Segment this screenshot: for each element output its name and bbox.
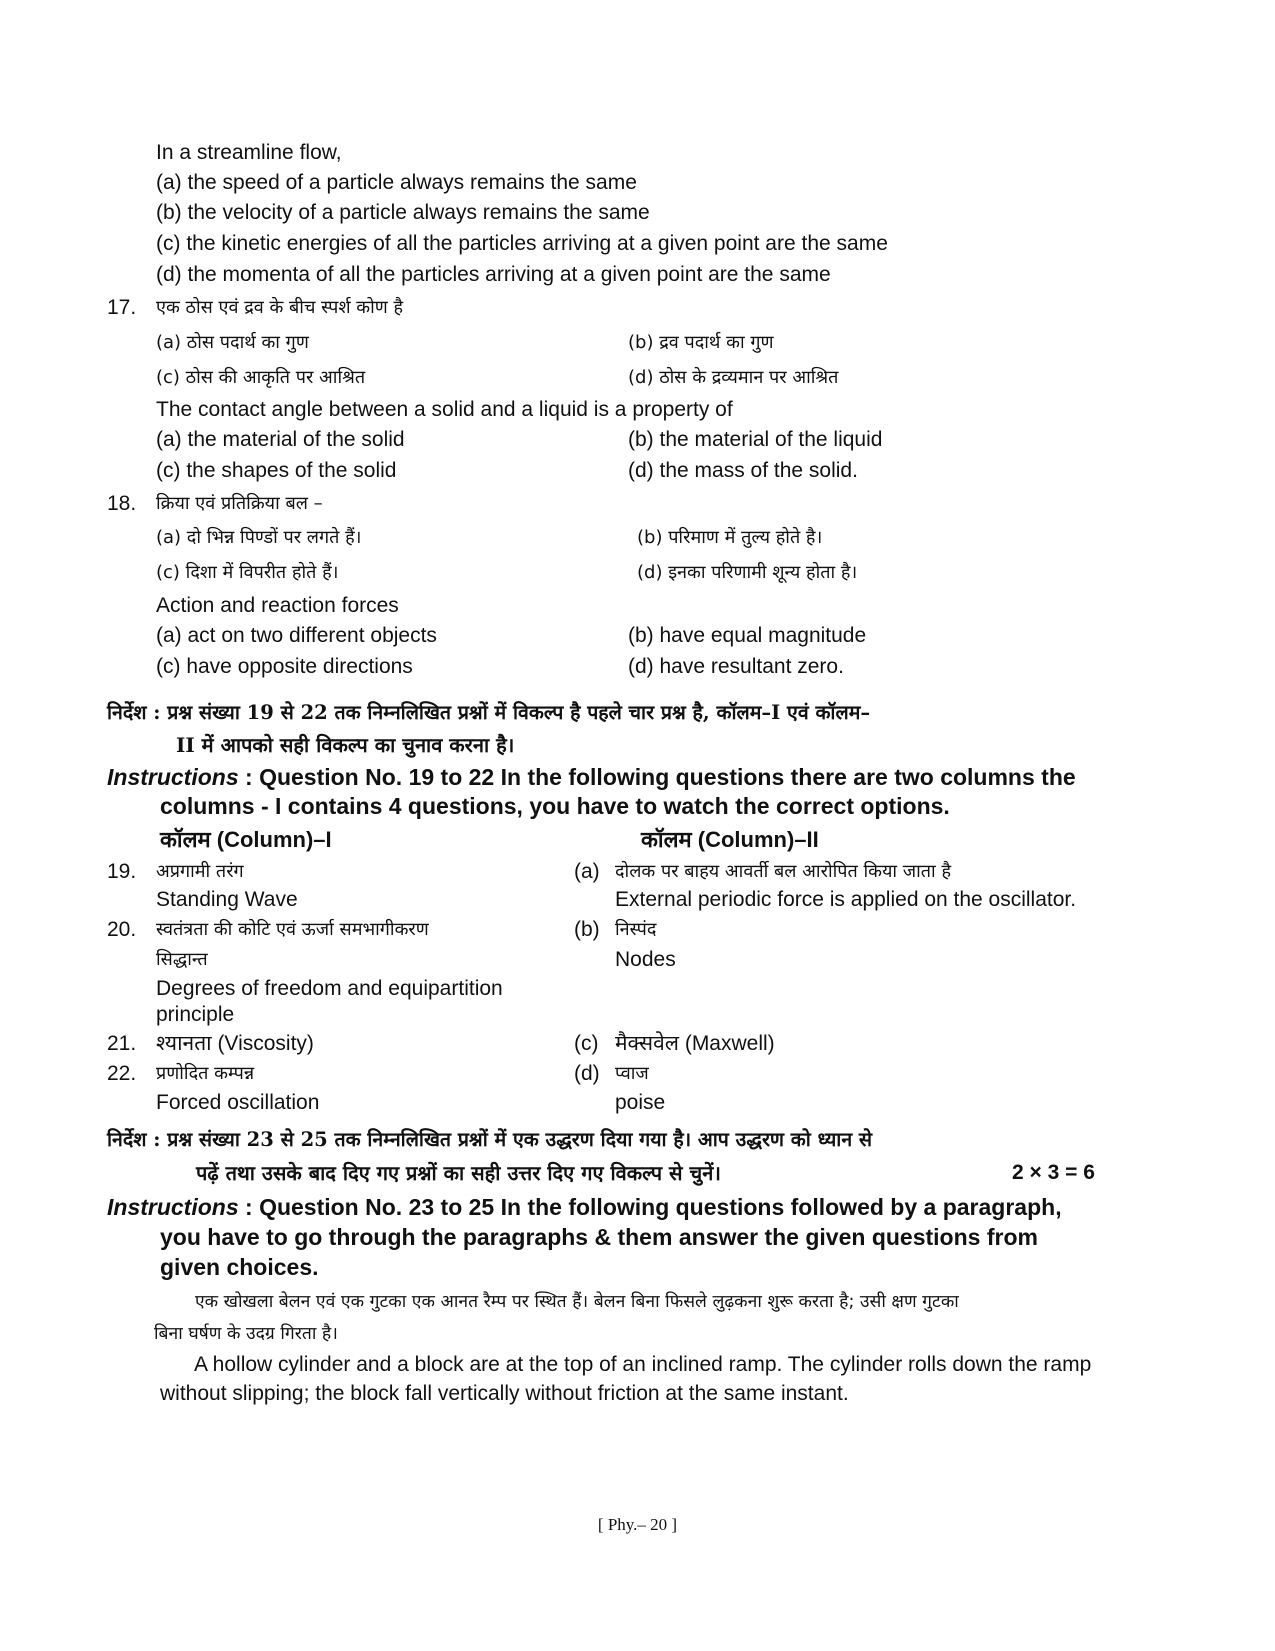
q17-english-option-a: (a) the material of the solid — [156, 428, 405, 451]
q16-stem: In a streamline flow, — [156, 141, 342, 164]
directive-2-line-2: पढ़ें तथा उसके बाद दिए गए प्रश्नों का सही उत्तर दिए गए विकल्प से चुनें। — [196, 1161, 721, 1185]
instructions-2-text: : Question No. 23 to 25 In the following questions followed by a paragraph, — [238, 1194, 1062, 1220]
instructions-2-line-2: you have to go through the paragraphs & them answer the given questions from — [160, 1224, 1038, 1250]
passage-english-line-1: A hollow cylinder and a block are at the top of an inclined ramp. The cylinder rolls down the ramp — [194, 1353, 1092, 1376]
directive-1-line-2: II में आपको सही विकल्प का चुनाव करना है। — [176, 733, 515, 757]
marks-label: 2 × 3 = 6 — [1012, 1161, 1095, 1184]
page-footer: [ Phy.– 20 ] — [597, 1515, 678, 1534]
q19-english: Standing Wave — [156, 888, 298, 911]
option-a-label: (a) — [574, 860, 600, 883]
q22-hindi: प्रणोदित कम्पन्न — [156, 1063, 255, 1084]
option-d-label: (d) — [574, 1062, 600, 1085]
q18-english-stem: Action and reaction forces — [156, 594, 399, 617]
option-c-label: (c) — [574, 1032, 599, 1055]
q21-text: श्यानता (Viscosity) — [156, 1032, 314, 1055]
q17-hindi-option-d: (d) ठोस के द्रव्यमान पर आश्रित — [628, 367, 839, 388]
q16-option-b: (b) the velocity of a particle always remains the same — [156, 201, 650, 224]
instructions-1-line-2: columns - I contains 4 questions, you have to watch the correct options. — [160, 793, 950, 819]
option-a-english: External periodic force is applied on the oscillator. — [615, 888, 1077, 911]
option-c-text: मैक्सवेल (Maxwell) — [615, 1032, 775, 1055]
q17-english-option-c: (c) the shapes of the solid — [156, 459, 397, 482]
q16-option-a: (a) the speed of a particle always remains the same — [156, 171, 637, 194]
q22-english: Forced oscillation — [156, 1091, 320, 1114]
directive-1-line-1: निर्देश : प्रश्न संख्या 19 से 22 तक निम्नलिखित प्रश्नों में विकल्प है पहले चार प्रश्न है, कॉलम–I एवं कॉलम– — [107, 701, 871, 724]
instructions-2-label: Instructions — [107, 1194, 239, 1220]
q21-number: 21. — [107, 1032, 137, 1055]
option-b-label: (b) — [574, 918, 600, 941]
q18-hindi-option-c: (c) दिशा में विपरीत होते हैं। — [156, 562, 339, 583]
q17-english-stem: The contact angle between a solid and a liquid is a property of — [156, 398, 733, 421]
q17-hindi-option-b: (b) द्रव पदार्थ का गुण — [628, 332, 774, 353]
q18-hindi-option-a: (a) दो भिन्न पिण्डों पर लगते हैं। — [156, 527, 362, 548]
instructions-1-text: : Question No. 19 to 22 In the following questions there are two columns the — [238, 764, 1076, 790]
passage-hindi-line-1: एक खोखला बेलन एवं एक गुटका एक आनत रैम्प पर स्थित हैं। बेलन बिना फिसले लुढ़कना शुरू करता है; उसी क्षण गुटका — [195, 1292, 959, 1312]
q17-hindi-option-c: (c) ठोस की आकृति पर आश्रित — [156, 367, 366, 388]
instructions-1-line-1 — [107, 762, 1076, 793]
q22-number: 22. — [107, 1062, 137, 1085]
q18-english-option-b: (b) have equal magnitude — [628, 624, 867, 647]
q19-hindi: अप्रगामी तरंग — [156, 861, 244, 882]
q17-hindi-option-a: (a) ठोस पदार्थ का गुण — [156, 332, 309, 353]
q18-english-option-c: (c) have opposite directions — [156, 655, 413, 678]
q18-hindi-option-b: (b) परिमाण में तुल्य होते है। — [637, 527, 823, 548]
q16-option-d: (d) the momenta of all the particles arriving at a given point are the same — [156, 263, 831, 286]
q20-hindi-line-2: सिद्धान्त — [156, 949, 208, 970]
q17-english-option-d: (d) the mass of the solid. — [628, 459, 858, 482]
column-1-header: कॉलम (Column)–I — [160, 827, 332, 852]
option-d-hindi: प्वाज — [615, 1063, 649, 1084]
option-b-english: Nodes — [615, 948, 676, 971]
q19-number: 19. — [107, 860, 137, 883]
q17-number: 17. — [107, 296, 137, 319]
q18-english-option-d: (d) have resultant zero. — [628, 655, 844, 678]
q20-english-line-1: Degrees of freedom and equipartition — [156, 977, 503, 1000]
q17-english-option-b: (b) the material of the liquid — [628, 428, 883, 451]
instructions-1-label: Instructions — [107, 764, 239, 790]
option-a-hindi: दोलक पर बाहय आवर्ती बल आरोपित किया जाता है — [615, 861, 952, 882]
q20-english-line-2: principle — [156, 1003, 235, 1026]
column-2-header: कॉलम (Column)–II — [641, 827, 819, 852]
q17-hindi-stem: एक ठोस एवं द्रव के बीच स्पर्श कोण है — [156, 297, 404, 318]
q16-option-c: (c) the kinetic energies of all the particles arriving at a given point are the same — [156, 232, 888, 255]
q18-hindi-option-d: (d) इनका परिणामी शून्य होता है। — [637, 562, 858, 583]
instructions-2-line-1 — [107, 1192, 1062, 1223]
passage-hindi-line-2: बिना घर्षण के उदग्र गिरता है। — [154, 1324, 338, 1344]
passage-english-line-2: without slipping; the block fall vertically without friction at the same instant. — [160, 1382, 849, 1405]
q20-number: 20. — [107, 918, 137, 941]
directive-2-line-1: निर्देश : प्रश्न संख्या 23 से 25 तक निम्नलिखित प्रश्नों में एक उद्धरण दिया गया है। आप उद्धरण को ध्यान से — [107, 1128, 873, 1151]
q18-hindi-stem: क्रिया एवं प्रतिक्रिया बल – — [156, 493, 323, 514]
q18-number: 18. — [107, 492, 137, 515]
instructions-2-line-3: given choices. — [160, 1254, 319, 1280]
q18-english-option-a: (a) act on two different objects — [156, 624, 437, 647]
option-b-hindi: निस्पंद — [615, 919, 657, 940]
option-d-english: poise — [615, 1091, 666, 1114]
q20-hindi-line-1: स्वतंत्रता की कोटि एवं ऊर्जा समभागीकरण — [156, 919, 429, 940]
